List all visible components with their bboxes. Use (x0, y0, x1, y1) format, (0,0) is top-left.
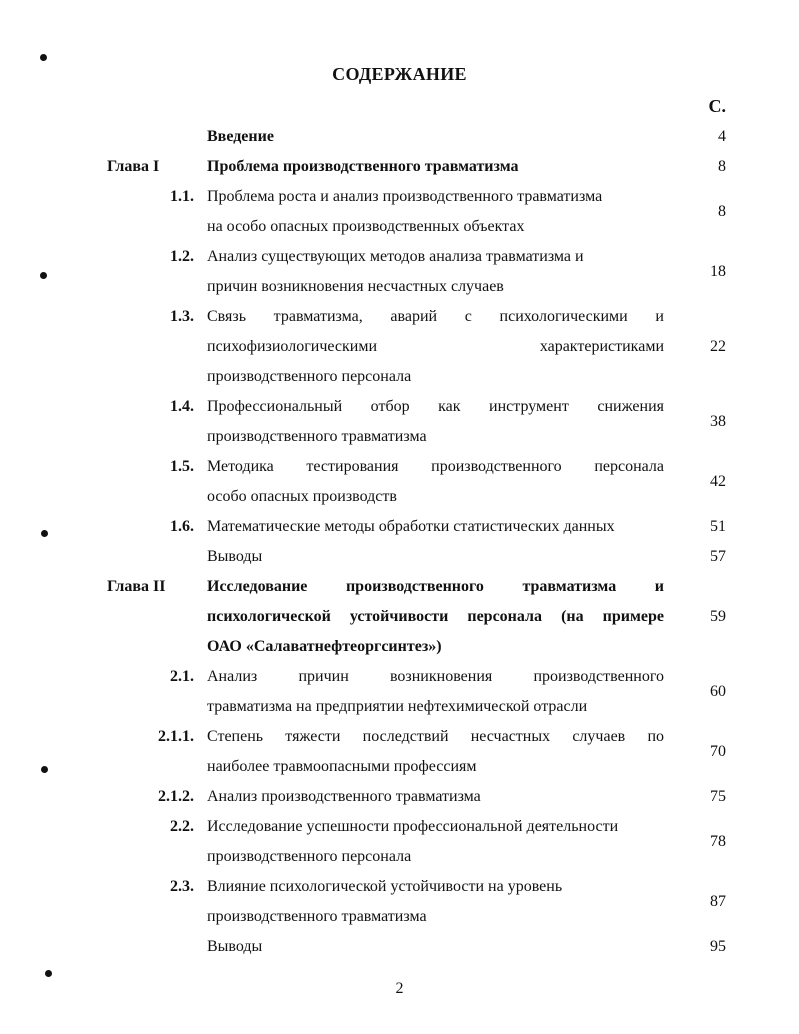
toc-entry-number: 1.3. (170, 308, 194, 325)
toc-entry-page: 60 (710, 683, 726, 700)
toc-entry-line: ОАО «Салаватнефтеоргсинтез») (207, 638, 442, 655)
toc-entry-title (207, 392, 664, 452)
toc-entry-number: Глава II (107, 578, 166, 595)
toc-entry-page: 51 (710, 518, 726, 535)
scan-mark (40, 272, 47, 279)
toc-entry-line: Выводы (207, 938, 263, 955)
toc-entry-line: Степень тяжести последствий несчастных случаев по (207, 728, 664, 745)
toc-entry-line: на особо опасных производственных объектах (207, 218, 525, 235)
toc-entry-title (207, 122, 664, 152)
toc-entry-line: Выводы (207, 548, 263, 565)
toc-entry-page: 57 (710, 548, 726, 565)
toc-entry-page: 8 (718, 203, 726, 220)
toc-entry-page: 42 (710, 473, 726, 490)
page-title: СОДЕРЖАНИЕ (332, 64, 467, 84)
toc-entry-page: 78 (710, 833, 726, 850)
toc-entry-page: 59 (710, 608, 726, 625)
page-number: 2 (395, 980, 404, 997)
toc-entry-line: производственного травматизма (207, 428, 427, 445)
toc-entry-line: наиболее травмоопасными профессиям (207, 758, 477, 775)
toc-entry-number: 2.2. (170, 818, 194, 835)
toc-entry-line: Исследование производственного травматизма и (207, 578, 664, 595)
toc-entry-number: 2.1.1. (158, 728, 194, 745)
toc-entry-number: 1.2. (170, 248, 194, 265)
toc-entry-title (207, 572, 664, 662)
toc-entry-title (207, 542, 664, 572)
toc-entry-line: Методика тестирования производственного персонала (207, 458, 664, 475)
scan-mark (41, 530, 48, 537)
toc-entry-title (207, 452, 664, 512)
toc-entry-page: 4 (718, 128, 726, 145)
toc-entry-title (207, 152, 664, 182)
toc-entry-page: 18 (710, 263, 726, 280)
toc-entry-line: Связь травматизма, аварий с психологическими и (207, 308, 664, 325)
toc-entry-line: Введение (207, 128, 274, 145)
toc-entry-title (207, 512, 664, 542)
toc-entry-page: 70 (710, 743, 726, 760)
toc-entry-number: 2.1.2. (158, 788, 194, 805)
toc-entry-number: 1.1. (170, 188, 194, 205)
toc-entry-line: Проблема роста и анализ производственного травматизма (207, 188, 603, 205)
toc-entry-line: Влияние психологической устойчивости на уровень (207, 878, 563, 895)
toc-entry-number: Глава I (107, 158, 160, 175)
toc-entry-number: 2.3. (170, 878, 194, 895)
toc-entry-title (207, 182, 664, 242)
toc-entry-line: психологической устойчивости персонала (на примере (207, 608, 664, 625)
scan-mark (45, 970, 52, 977)
page-column-header: С. (708, 96, 726, 116)
toc-entry-line: Исследование успешности профессиональной деятельности (207, 818, 619, 835)
toc-entry-page: 75 (710, 788, 726, 805)
toc-entry-page: 38 (710, 413, 726, 430)
scan-mark (41, 766, 48, 773)
toc-entry-title (207, 932, 664, 962)
toc-entry-line: особо опасных производств (207, 488, 397, 505)
toc-entry-title (207, 242, 664, 302)
toc-entry-line: Профессиональный отбор как инструмент снижения (207, 398, 664, 415)
toc-entry-line: Математические методы обработки статистических данных (207, 518, 615, 535)
toc-entry-title (207, 302, 664, 392)
toc-entry-line: травматизма на предприятии нефтехимической отрасли (207, 698, 588, 715)
toc-entry-number: 1.6. (170, 518, 194, 535)
toc-entry-line: производственного персонала (207, 368, 412, 385)
toc-entry-line: Проблема производственного травматизма (207, 158, 519, 175)
toc-entry-page: 22 (710, 338, 726, 355)
toc-entry-line: Анализ существующих методов анализа травматизма и (207, 248, 584, 265)
toc-entry-line: производственного травматизма (207, 908, 427, 925)
toc-entry-title (207, 872, 664, 932)
toc-entry-title (207, 662, 664, 722)
toc-entry-line: психофизиологическими характеристиками (207, 338, 664, 355)
toc-entry-title (207, 812, 664, 872)
toc-entry-number: 2.1. (170, 668, 194, 685)
toc-entry-title (207, 722, 664, 782)
scan-mark (40, 54, 47, 61)
toc-entry-page: 95 (710, 938, 726, 955)
toc-entry-number: 1.5. (170, 458, 194, 475)
toc-entry-number: 1.4. (170, 398, 194, 415)
toc-entry-line: Анализ производственного травматизма (207, 788, 481, 805)
toc-entry-line: производственного персонала (207, 848, 412, 865)
toc-entry-page: 8 (718, 158, 726, 175)
toc-entry-page: 87 (710, 893, 726, 910)
toc-entry-line: причин возникновения несчастных случаев (207, 278, 504, 295)
toc-entry-line: Анализ причин возникновения производственного (207, 668, 664, 685)
toc-entry-title (207, 782, 664, 812)
